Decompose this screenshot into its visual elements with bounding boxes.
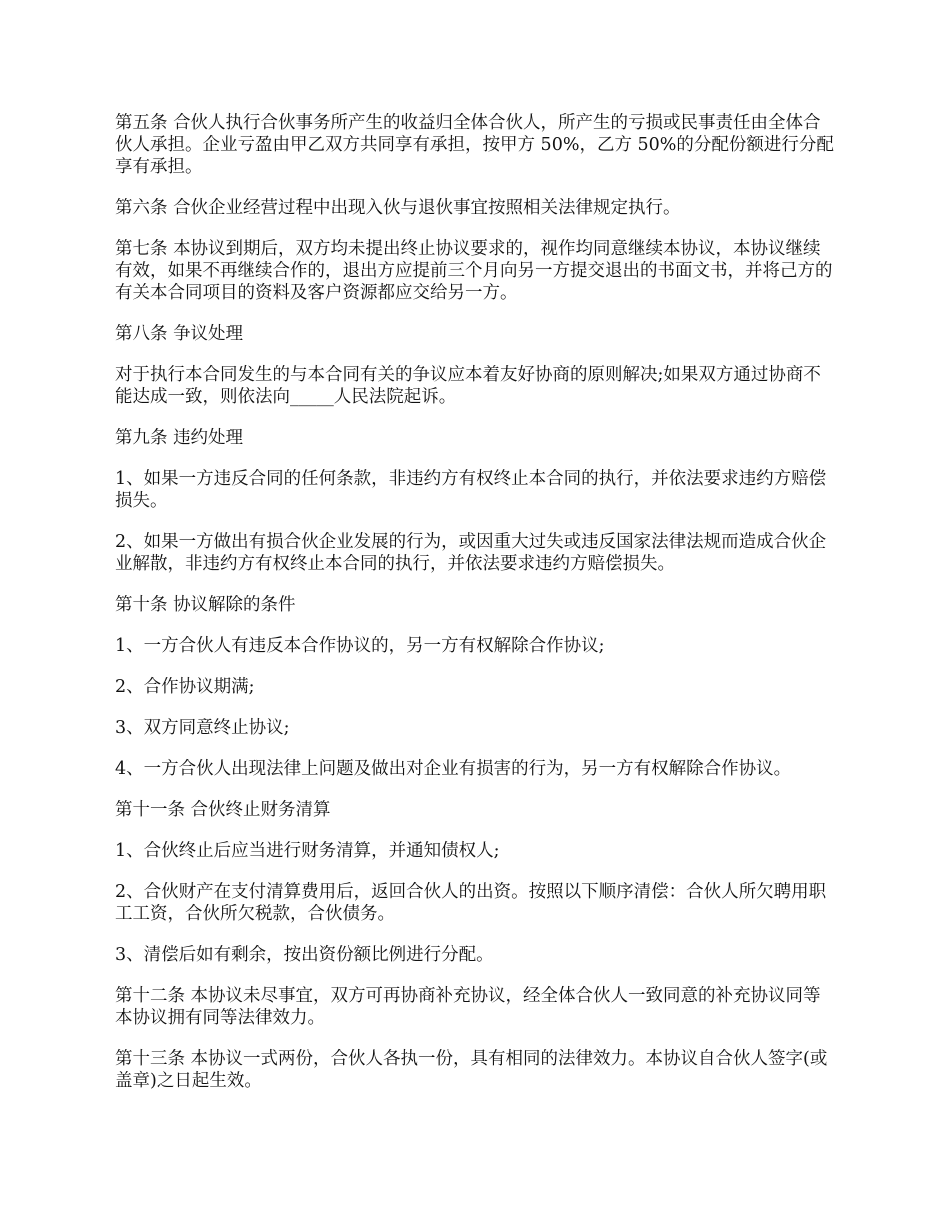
clause-6: 第六条 合伙企业经营过程中出现入伙与退伙事宜按照相关法律规定执行。 bbox=[115, 198, 681, 218]
clause-10-item-3: 3、双方同意终止协议; bbox=[115, 718, 290, 738]
clause-9-item-1: 1、如果一方违反合同的任何条款，非违约方有权终止本合同的执行，并依法要求违约方赔偿损失。 bbox=[115, 469, 827, 511]
document-body bbox=[115, 112, 835, 1111]
clause-10-item-4: 4、一方合伙人出现法律上问题及做出对企业有损害的行为，另一方有权解除合作协议。 bbox=[115, 759, 792, 779]
clause-11-item-1: 1、合伙终止后应当进行财务清算，并通知债权人; bbox=[115, 841, 500, 861]
clause-11-heading: 第十一条 合伙终止财务清算 bbox=[115, 800, 331, 820]
clause-10-heading: 第十条 协议解除的条件 bbox=[115, 595, 296, 615]
clause-9-heading: 第九条 违约处理 bbox=[115, 428, 244, 448]
clause-5: 第五条 合伙人执行合伙事务所产生的收益归全体合伙人，所产生的亏损或民事责任由全体合伙人承担。企业亏盈由甲乙双方共同享有承担，按甲方 50%，乙方 50%的分配份额进行分配享有承担。 bbox=[115, 113, 834, 177]
clause-10-item-2: 2、合作协议期满; bbox=[115, 677, 255, 697]
clause-11-item-3: 3、清偿后如有剩余，按出资份额比例进行分配。 bbox=[115, 945, 494, 965]
clause-10-item-1: 1、一方合伙人有违反本合作协议的，另一方有权解除合作协议; bbox=[115, 636, 605, 656]
clause-9-item-2: 2、如果一方做出有损合伙企业发展的行为，或因重大过失或违反国家法律法规而造成合伙企业解散，非违约方有权终止本合同的执行，并依法要求违约方赔偿损失。 bbox=[115, 532, 827, 574]
clause-7: 第七条 本协议到期后，双方均未提出终止协议要求的，视作均同意继续本协议，本协议继续有效，如果不再继续合作的，退出方应提前三个月向另一方提交退出的书面文书，并将己方的有关本合同项目的资料及客户资源都应交给另一方。 bbox=[115, 239, 833, 303]
clause-8-heading: 第八条 争议处理 bbox=[115, 324, 244, 344]
clause-13: 第十三条 本协议一式两份，合伙人各执一份，具有相同的法律效力。本协议自合伙人签字(或盖章)之日起生效。 bbox=[115, 1049, 828, 1091]
clause-8-text: 对于执行本合同发生的与本合同有关的争议应本着友好协商的原则解决;如果双方通过协商不能达成一致，则依法向_____人民法院起诉。 bbox=[115, 365, 821, 407]
clause-11-item-2: 2、合伙财产在支付清算费用后，返回合伙人的出资。按照以下顺序清偿：合伙人所欠聘用职工工资，合伙所欠税款，合伙债务。 bbox=[115, 882, 827, 924]
clause-12: 第十二条 本协议未尽事宜，双方可再协商补充协议，经全体合伙人一致同意的补充协议同等本协议拥有同等法律效力。 bbox=[115, 986, 821, 1028]
